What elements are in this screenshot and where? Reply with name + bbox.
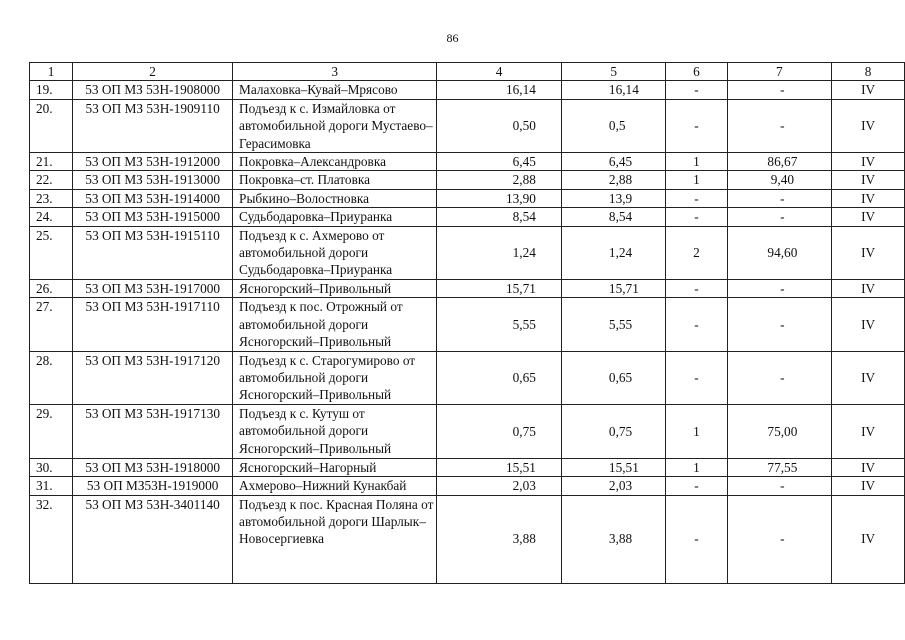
road-id-cell: 53 ОП МЗ 53Н-1913000 — [73, 171, 233, 189]
table-header-row — [30, 63, 905, 81]
road-id-cell: 53 ОП МЗ 53Н-1914000 — [73, 189, 233, 207]
count-cell: 1 — [666, 458, 727, 476]
table-row — [30, 279, 905, 297]
value-cell: 86,67 — [727, 153, 832, 171]
value-cell: 94,60 — [727, 226, 832, 279]
length-total-cell: 16,14 — [437, 81, 562, 99]
value-cell: - — [727, 298, 832, 351]
row-number-cell: 28. — [30, 351, 73, 404]
category-cell: IV — [832, 208, 905, 226]
table-row — [30, 458, 905, 476]
value-cell: - — [727, 279, 832, 297]
road-id-cell: 53 ОП МЗ 53Н-1917130 — [73, 404, 233, 458]
count-cell: 1 — [666, 171, 727, 189]
count-cell: - — [666, 99, 727, 152]
count-cell: - — [666, 477, 727, 495]
length-total-cell: 15,51 — [437, 458, 562, 476]
table-row — [30, 153, 905, 171]
road-name-cell: Подъезд к с. Старогумирово от автомобильной дороги Ясногорский–Привольный — [233, 351, 437, 404]
row-number-cell: 26. — [30, 279, 73, 297]
count-cell: - — [666, 351, 727, 404]
row-number-cell: 29. — [30, 404, 73, 458]
road-id-cell: 53 ОП МЗ 53Н-1915110 — [73, 226, 233, 279]
length-total-cell: 2,88 — [437, 171, 562, 189]
length-total-cell: 0,65 — [437, 351, 562, 404]
row-number-cell: 25. — [30, 226, 73, 279]
row-number-cell: 23. — [30, 189, 73, 207]
length-total-cell: 2,03 — [437, 477, 562, 495]
header-cell: 7 — [727, 63, 832, 81]
length-cell: 6,45 — [561, 153, 666, 171]
road-name-cell: Подъезд к с. Кутуш от автомобильной дороги Ясногорский–Привольный — [233, 404, 437, 458]
row-number-cell: 32. — [30, 495, 73, 583]
header-cell: 6 — [666, 63, 727, 81]
length-total-cell: 13,90 — [437, 189, 562, 207]
header-cell: 3 — [233, 63, 437, 81]
category-cell: IV — [832, 189, 905, 207]
table-row — [30, 477, 905, 495]
length-cell: 0,75 — [561, 404, 666, 458]
road-id-cell: 53 ОП МЗ 53Н-1918000 — [73, 458, 233, 476]
table-row — [30, 298, 905, 351]
header-cell: 1 — [30, 63, 73, 81]
road-id-cell: 53 ОП МЗ 53Н-1909110 — [73, 99, 233, 152]
value-cell: 77,55 — [727, 458, 832, 476]
road-name-cell: Ясногорский–Нагорный — [233, 458, 437, 476]
value-cell: - — [727, 351, 832, 404]
count-cell: 2 — [666, 226, 727, 279]
category-cell: IV — [832, 458, 905, 476]
header-cell: 5 — [561, 63, 666, 81]
count-cell: - — [666, 208, 727, 226]
length-total-cell: 5,55 — [437, 298, 562, 351]
length-cell: 15,71 — [561, 279, 666, 297]
category-cell: IV — [832, 404, 905, 458]
category-cell: IV — [832, 495, 905, 583]
count-cell: - — [666, 298, 727, 351]
count-cell: 1 — [666, 404, 727, 458]
road-name-cell: Малаховка–Кувай–Мрясово — [233, 81, 437, 99]
row-number-cell: 31. — [30, 477, 73, 495]
count-cell: - — [666, 81, 727, 99]
length-total-cell: 3,88 — [437, 495, 562, 583]
table-row — [30, 351, 905, 404]
length-cell: 15,51 — [561, 458, 666, 476]
length-cell: 5,55 — [561, 298, 666, 351]
value-cell: - — [727, 81, 832, 99]
header-cell: 8 — [832, 63, 905, 81]
road-name-cell: Судьбодаровка–Приуранка — [233, 208, 437, 226]
row-number-cell: 21. — [30, 153, 73, 171]
length-cell: 2,03 — [561, 477, 666, 495]
header-cell: 2 — [73, 63, 233, 81]
table-row — [30, 495, 905, 583]
category-cell: IV — [832, 99, 905, 152]
length-cell: 16,14 — [561, 81, 666, 99]
category-cell: IV — [832, 81, 905, 99]
page-number: 86 — [446, 31, 459, 45]
roads-table — [29, 62, 905, 584]
category-cell: IV — [832, 153, 905, 171]
count-cell: - — [666, 279, 727, 297]
value-cell: - — [727, 189, 832, 207]
table-row — [30, 99, 905, 152]
category-cell: IV — [832, 226, 905, 279]
header-cell: 4 — [437, 63, 562, 81]
road-name-cell: Подъезд к пос. Отрожный от автомобильной дороги Ясногорский–Привольный — [233, 298, 437, 351]
road-id-cell: 53 ОП МЗ 53Н-1912000 — [73, 153, 233, 171]
road-id-cell: 53 ОП МЗ 53Н-1917110 — [73, 298, 233, 351]
length-total-cell: 1,24 — [437, 226, 562, 279]
length-total-cell: 15,71 — [437, 279, 562, 297]
table-body — [30, 63, 905, 584]
length-cell: 0,5 — [561, 99, 666, 152]
row-number-cell: 19. — [30, 81, 73, 99]
value-cell: - — [727, 477, 832, 495]
table-row — [30, 404, 905, 458]
row-number-cell: 27. — [30, 298, 73, 351]
road-name-cell: Покровка–ст. Платовка — [233, 171, 437, 189]
row-number-cell: 22. — [30, 171, 73, 189]
road-name-cell: Ахмерово–Нижний Кунакбай — [233, 477, 437, 495]
road-id-cell: 53 ОП МЗ 53Н-1915000 — [73, 208, 233, 226]
category-cell: IV — [832, 171, 905, 189]
value-cell: - — [727, 99, 832, 152]
road-id-cell: 53 ОП МЗ 53Н-1917000 — [73, 279, 233, 297]
table-row — [30, 226, 905, 279]
road-id-cell: 53 ОП МЗ 53Н-3401140 — [73, 495, 233, 583]
road-id-cell: 53 ОП МЗ53Н-1919000 — [73, 477, 233, 495]
road-id-cell: 53 ОП МЗ 53Н-1908000 — [73, 81, 233, 99]
count-cell: - — [666, 495, 727, 583]
category-cell: IV — [832, 298, 905, 351]
row-number-cell: 30. — [30, 458, 73, 476]
category-cell: IV — [832, 351, 905, 404]
length-total-cell: 0,75 — [437, 404, 562, 458]
value-cell: 9,40 — [727, 171, 832, 189]
table-row — [30, 81, 905, 99]
length-cell: 2,88 — [561, 171, 666, 189]
road-name-cell: Рыбкино–Волостновка — [233, 189, 437, 207]
length-total-cell: 8,54 — [437, 208, 562, 226]
table-row — [30, 208, 905, 226]
row-number-cell: 24. — [30, 208, 73, 226]
road-id-cell: 53 ОП МЗ 53Н-1917120 — [73, 351, 233, 404]
road-name-cell: Ясногорский–Привольный — [233, 279, 437, 297]
road-name-cell: Покровка–Александровка — [233, 153, 437, 171]
table-row — [30, 189, 905, 207]
length-total-cell: 6,45 — [437, 153, 562, 171]
category-cell: IV — [832, 477, 905, 495]
count-cell: 1 — [666, 153, 727, 171]
value-cell: - — [727, 208, 832, 226]
length-cell: 3,88 — [561, 495, 666, 583]
category-cell: IV — [832, 279, 905, 297]
length-cell: 1,24 — [561, 226, 666, 279]
length-cell: 13,9 — [561, 189, 666, 207]
value-cell: 75,00 — [727, 404, 832, 458]
count-cell: - — [666, 189, 727, 207]
table-row — [30, 171, 905, 189]
length-cell: 8,54 — [561, 208, 666, 226]
length-cell: 0,65 — [561, 351, 666, 404]
road-name-cell: Подъезд к с. Измайловка от автомобильной дороги Мустаево–Герасимовка — [233, 99, 437, 152]
row-number-cell: 20. — [30, 99, 73, 152]
road-name-cell: Подъезд к пос. Красная Поляна от автомобильной дороги Шарлык–Новосергиевка — [233, 495, 437, 583]
value-cell: - — [727, 495, 832, 583]
road-name-cell: Подъезд к с. Ахмерово от автомобильной дороги Судьбодаровка–Приуранка — [233, 226, 437, 279]
length-total-cell: 0,50 — [437, 99, 562, 152]
